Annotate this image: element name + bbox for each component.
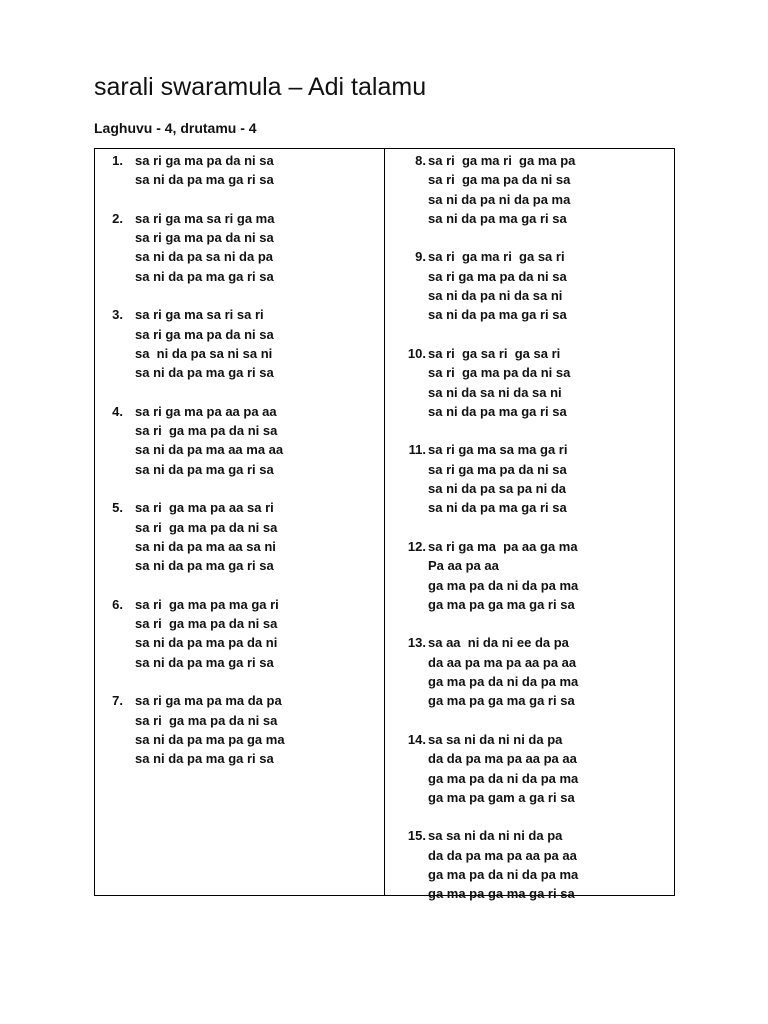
lesson-line (95, 633, 384, 652)
right-column (385, 149, 674, 902)
lesson-line (95, 325, 384, 344)
lesson-text: sa ri ga ma pa da ni sa (135, 712, 278, 728)
lesson-text: sa ri ga ma pa ma ga ri (135, 596, 279, 612)
lesson-line (385, 305, 674, 324)
lesson-text: sa ni da pa sa ni sa ni (135, 345, 273, 361)
lesson-line (95, 440, 384, 459)
lesson-number (385, 190, 428, 209)
lesson-number (385, 884, 428, 903)
lesson-number (385, 769, 428, 788)
lesson-text: da da pa ma pa aa pa aa (428, 847, 577, 863)
lesson-text: sa ri ga ma pa da ni sa (428, 365, 571, 381)
lesson-number (385, 363, 428, 382)
lesson-line (95, 537, 384, 556)
lesson-text: ga ma pa da ni da pa ma (428, 674, 579, 690)
lesson-line (385, 402, 674, 421)
lesson-text: sa ni da pa ma ga ri sa (135, 172, 274, 188)
lesson-number (95, 170, 135, 189)
lesson-14 (385, 730, 674, 807)
lesson-number: 13. (407, 635, 426, 651)
lesson-line (385, 460, 674, 479)
lesson-number (385, 383, 428, 402)
lesson-line (95, 151, 384, 170)
lesson-text: sa ni da pa sa pa ni da (428, 481, 566, 497)
lesson-text: sa ni da pa ma ga ri sa (428, 210, 567, 226)
lesson-line (95, 170, 384, 189)
lesson-line (385, 170, 674, 189)
lesson-number: 6. (112, 596, 123, 612)
page-subtitle: Laghuvu - 4, drutamu - 4 (94, 120, 257, 136)
lesson-number (95, 325, 135, 344)
lesson-number (385, 305, 428, 324)
lesson-line (95, 749, 384, 768)
lesson-number: 1. (112, 153, 123, 168)
lesson-text: sa ri ga ma ri ga sa ri (428, 249, 565, 265)
lesson-text: Pa aa pa aa (428, 558, 499, 574)
lesson-number (95, 363, 135, 382)
lesson-8 (385, 151, 674, 228)
lesson-number (95, 267, 135, 286)
lesson-text: sa ri ga ma pa da ni sa (135, 230, 274, 246)
lesson-line (385, 884, 674, 903)
lesson-text: sa ni da pa ma aa sa ni (135, 538, 276, 554)
lesson-text: sa ni da pa ma ga ri sa (135, 751, 274, 767)
lesson-text: sa ri ga ma sa ri ga ma (135, 210, 275, 226)
lesson-text: ga ma pa da ni da pa ma (428, 770, 579, 786)
lesson-line (385, 344, 674, 363)
lesson-line (95, 711, 384, 730)
lesson-line (385, 556, 674, 575)
lesson-line (385, 383, 674, 402)
lesson-text: sa ri ga ma pa da ni sa (135, 153, 274, 168)
lesson-number (385, 576, 428, 595)
lesson-line (385, 190, 674, 209)
left-column (95, 149, 385, 895)
lesson-line (95, 595, 384, 614)
lesson-3 (95, 305, 384, 382)
lesson-number (385, 556, 428, 575)
lesson-10 (385, 344, 674, 421)
lesson-9 (385, 247, 674, 324)
lesson-number (385, 479, 428, 498)
lesson-number (95, 653, 135, 672)
lesson-line (385, 672, 674, 691)
lesson-text: sa ni da pa ma ga ri sa (135, 558, 274, 574)
lesson-number (95, 440, 135, 459)
lesson-text: sa sa ni da ni ni da pa (428, 828, 563, 844)
lesson-number (95, 518, 135, 537)
lesson-text: sa ri ga ma pa da ni sa (135, 326, 274, 342)
lesson-line (95, 267, 384, 286)
lesson-text: sa ri ga ma ri ga ma pa (428, 153, 576, 168)
lesson-number (95, 247, 135, 266)
lesson-number (385, 672, 428, 691)
lesson-number (95, 711, 135, 730)
lesson-7 (95, 691, 384, 768)
lesson-1 (95, 151, 384, 190)
lesson-text: sa ri ga ma sa ma ga ri (428, 442, 568, 458)
lesson-number: 12. (407, 538, 426, 554)
lesson-number (385, 653, 428, 672)
lesson-number: 3. (112, 307, 123, 323)
lesson-line (385, 363, 674, 382)
page-title: sarali swaramula – Adi talamu (94, 73, 427, 101)
lesson-number (385, 595, 428, 614)
lesson-6 (95, 595, 384, 672)
lesson-line (385, 865, 674, 884)
lesson-line (385, 247, 674, 266)
lesson-5 (95, 498, 384, 575)
lesson-line (385, 691, 674, 710)
lesson-text: da da pa ma pa aa pa aa (428, 751, 577, 767)
lesson-text: sa ri ga ma pa da ni sa (428, 461, 567, 477)
lesson-number: 2. (112, 210, 123, 226)
lesson-line (95, 363, 384, 382)
lesson-number: 8. (415, 153, 426, 168)
lesson-number (385, 846, 428, 865)
lesson-number (95, 633, 135, 652)
lesson-text: sa ri ga ma pa da ni sa (135, 423, 278, 439)
lesson-text: ga ma pa da ni da pa ma (428, 866, 579, 882)
lesson-line (95, 305, 384, 324)
lesson-4 (95, 402, 384, 479)
lesson-number (385, 402, 428, 421)
lesson-text: sa ri ga ma pa aa sa ri (135, 500, 274, 516)
lesson-number (95, 614, 135, 633)
lesson-number (385, 865, 428, 884)
lesson-number (95, 537, 135, 556)
lesson-line (95, 556, 384, 575)
lesson-line (385, 595, 674, 614)
lesson-number: 14. (407, 731, 426, 747)
lesson-number (385, 170, 428, 189)
lesson-text: sa ni da pa ma pa ga ma (135, 731, 285, 747)
lesson-text: ga ma pa ga ma ga ri sa (428, 596, 575, 612)
lesson-text: sa ni da pa ma ga ri sa (135, 461, 274, 477)
lesson-line (95, 421, 384, 440)
lesson-number (385, 749, 428, 768)
lesson-text: ga ma pa ga ma ga ri sa (428, 886, 575, 902)
lesson-line (95, 653, 384, 672)
lesson-text: sa ni da pa ni da sa ni (428, 288, 563, 304)
lesson-line (385, 537, 674, 556)
lesson-number: 15. (407, 828, 426, 844)
lesson-table (94, 148, 675, 902)
lesson-text: sa ri ga ma sa ri sa ri (135, 307, 264, 323)
lesson-number (95, 749, 135, 768)
lesson-number: 11. (408, 442, 426, 458)
lesson-text: ga ma pa ga ma ga ri sa (428, 693, 575, 709)
lesson-line (95, 730, 384, 749)
lesson-line (95, 402, 384, 421)
lesson-number: 10. (407, 345, 426, 361)
lesson-text: ga ma pa da ni da pa ma (428, 577, 579, 593)
lesson-text: sa ni da pa ni da pa ma (428, 191, 571, 207)
lesson-line (385, 749, 674, 768)
lesson-text: sa ri ga ma pa da ni sa (428, 268, 567, 284)
lesson-number (385, 788, 428, 807)
lesson-number (95, 460, 135, 479)
lesson-text: sa ni da pa ma ga ri sa (135, 654, 274, 670)
lesson-line (95, 614, 384, 633)
lesson-13 (385, 633, 674, 710)
lesson-line (385, 209, 674, 228)
lesson-15 (385, 826, 674, 903)
lesson-text: sa ni da pa ma ga ri sa (428, 500, 567, 516)
lesson-line (385, 267, 674, 286)
lesson-line (385, 498, 674, 517)
lesson-text: ga ma pa gam a ga ri sa (428, 789, 575, 805)
lesson-line (385, 479, 674, 498)
lesson-number: 4. (112, 403, 123, 419)
lesson-number: 9. (415, 249, 426, 265)
lesson-line (385, 440, 674, 459)
lesson-text: sa ri ga ma pa aa ga ma (428, 538, 578, 554)
lesson-text: sa ni da pa ma ga ri sa (135, 268, 274, 284)
lesson-line (95, 498, 384, 517)
lesson-number (95, 344, 135, 363)
lesson-line (385, 576, 674, 595)
lesson-line (385, 633, 674, 652)
lesson-text: sa ri ga sa ri ga sa ri (428, 345, 561, 361)
lesson-line (95, 460, 384, 479)
lesson-number (385, 209, 428, 228)
lesson-number: 5. (112, 500, 123, 516)
lesson-line (385, 653, 674, 672)
lesson-line (385, 826, 674, 845)
lesson-number (385, 460, 428, 479)
lesson-number (385, 691, 428, 710)
lesson-number (95, 730, 135, 749)
lesson-text: sa ni da pa ma aa ma aa (135, 442, 284, 458)
lesson-text: sa aa ni da ni ee da pa (428, 635, 569, 651)
lesson-line (95, 247, 384, 266)
lesson-line (95, 209, 384, 228)
lesson-line (95, 344, 384, 363)
lesson-text: sa ni da pa ma ga ri sa (428, 403, 567, 419)
lesson-line (385, 846, 674, 865)
lesson-text: sa ri ga ma pa da ni sa (428, 172, 571, 188)
lesson-line (385, 286, 674, 305)
lesson-text: sa sa ni da ni ni da pa (428, 731, 563, 747)
lesson-text: sa ni da pa ma ga ri sa (135, 365, 274, 381)
lesson-text: sa ri ga ma pa da ni sa (135, 519, 278, 535)
lesson-text: sa ri ga ma pa ma da pa (135, 693, 282, 709)
lesson-line (385, 788, 674, 807)
lesson-line (95, 518, 384, 537)
lesson-12 (385, 537, 674, 614)
lesson-text: sa ri ga ma pa da ni sa (135, 616, 278, 632)
lesson-line (95, 228, 384, 247)
lesson-line (385, 769, 674, 788)
lesson-line (95, 691, 384, 710)
lesson-number (95, 556, 135, 575)
lesson-2 (95, 209, 384, 286)
lesson-text: sa ni da pa ma ga ri sa (428, 307, 567, 323)
lesson-11 (385, 440, 674, 517)
lesson-line (385, 151, 674, 170)
lesson-number (385, 286, 428, 305)
lesson-text: sa ni da sa ni da sa ni (428, 384, 562, 400)
lesson-line (385, 730, 674, 749)
lesson-number (95, 228, 135, 247)
lesson-number: 7. (112, 693, 123, 709)
lesson-text: sa ri ga ma pa aa pa aa (135, 403, 277, 419)
lesson-text: sa ni da pa ma pa da ni (135, 635, 278, 651)
lesson-number (385, 498, 428, 517)
lesson-number (385, 267, 428, 286)
lesson-text: sa ni da pa sa ni da pa (135, 249, 273, 265)
lesson-text: da aa pa ma pa aa pa aa (428, 654, 577, 670)
lesson-number (95, 421, 135, 440)
